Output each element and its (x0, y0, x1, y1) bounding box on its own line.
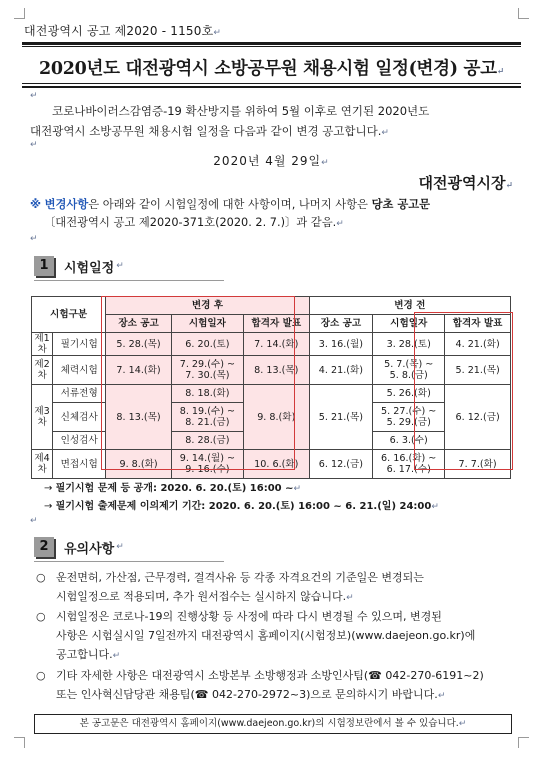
table-row: 신체검사 8. 19.(수) ~ 8. 21.(금) 5. 27.(수) ~ 5. 29.(금) (32, 403, 511, 432)
crop-mark (518, 737, 529, 748)
notice-date: 2020년 4월 29일↵ (213, 154, 330, 168)
section-heading-schedule: 1 시험일정 ↵ (34, 256, 124, 276)
paragraph-mark: ↵ (30, 516, 38, 526)
table-row: 제4차 면접시험 9. 8.(화) 9. 14.(월) ~ 9. 16.(수) 10. 6.(화) 6. 12.(금) 6. 16.(화) ~ 6. 17.(수) 7. 7.(화) (32, 450, 511, 479)
header-place: 장소 공고 (309, 315, 373, 333)
section-rule (34, 280, 224, 281)
title-rule (22, 83, 521, 84)
header-exam-date: 시험일자 (171, 315, 243, 333)
bullet-objection-period: → 필기시험 출제문제 이의제기 기간: 2020. 6. 20.(토) 16:00 ~ 6. 21.(일) 24:00↵ (44, 501, 439, 512)
organization: 대전광역시장↵ (418, 174, 513, 192)
section-number: 1 (34, 256, 54, 276)
table-row: 제3차 서류전형 8. 13.(목) 8. 18.(화) 9. 8.(화) 5. 21.(목) 5. 26.(화) 6. 12.(금) (32, 385, 511, 403)
section-title: 시험일정 (64, 260, 115, 276)
exam-schedule-table (31, 296, 511, 479)
list-item: ○ 기타 자세한 사항은 대전광역시 소방본부 소방행정과 소방인사팀(☎ 042-270-6191~2) 또는 인사혁신담당관 채용팀(☎ 042-270-2972~3)으로 문의하시기 바랍니다.↵ (36, 669, 484, 701)
section-rule (34, 561, 224, 562)
table-row: 제2차 체력시험 7. 14.(화) 7. 29.(수) ~ 7. 30.(목) 8. 13.(목) 4. 21.(화) 5. 7.(목) ~ 5. 8.(금) 5. 21.(목) (32, 356, 511, 385)
notice-number: 대전광역시 공고 제2020 - 1150호↵ (24, 24, 222, 38)
crop-mark (14, 737, 25, 748)
paragraph-mark: ↵ (30, 91, 38, 101)
crop-mark (518, 8, 529, 19)
header-before: 변경 전 (309, 297, 510, 315)
header-category: 시험구분 (32, 297, 106, 333)
bullet-answer-release: → 필기시험 문제 등 공개: 2020. 6. 20.(토) 16:00 ~↵ (44, 483, 302, 494)
table-row: 제1차 필기시험 5. 28.(목) 6. 20.(토) 7. 14.(화) 3. 16.(월) 3. 28.(토) 4. 21.(화) (32, 333, 511, 356)
title-rule (22, 42, 521, 45)
page-title: 2020년도 대전광역시 소방공무원 채용시험 일정(변경) 공고↵ (39, 59, 504, 79)
title-rule (22, 46, 521, 47)
header-after: 변경 후 (106, 297, 309, 315)
title-rule (22, 86, 521, 88)
crop-mark (14, 8, 25, 19)
header-exam-date: 시험일자 (373, 315, 445, 333)
list-item: ○ 시험일정은 코로나-19의 진행상황 등 사정에 따라 다시 변경될 수 있으며, 변경된 사항은 시험실시일 7일전까지 대전광역시 홈페이지(시험정보)(www.daejeon.go.kr)에 공고합니다.↵ (36, 610, 476, 661)
header-result: 합격자 발표 (445, 315, 511, 333)
footer-notice: 본 공고문은 대전광역시 홈페이지(www.daejeon.go.kr)의 시험정보란에서 볼 수 있습니다.↵ (34, 714, 512, 734)
intro-line-2: 대전광역시 소방공무원 채용시험 일정을 다음과 같이 변경 공고합니다.↵ (30, 124, 389, 138)
paragraph-mark: ↵ (30, 234, 38, 244)
section-number: 2 (34, 537, 54, 557)
change-note: ※ 변경사항은 아래와 같이 시험일정에 대한 사항이며, 나머지 사항은 당초 공고문 〔대전광역시 공고 제2020-371호(2020. 2. 7.)〕과 같음.↵ (30, 198, 431, 229)
paragraph-mark: ↵ (30, 140, 38, 150)
header-place: 장소 공고 (106, 315, 172, 333)
list-item: ○ 운전면허, 가산점, 근무경력, 결격사유 등 각종 자격요건의 기준일은 변경되는 시험일정으로 적용되며, 추가 원서접수는 실시하지 않습니다.↵ (36, 571, 424, 603)
table-row: 인성검사 8. 28.(금) 6. 3.(수) (32, 432, 511, 450)
section-heading-notes: 2 유의사항 ↵ (34, 537, 124, 557)
intro-line-1: 코로나바이러스감염증-19 확산방지를 위하여 5월 이후로 연기된 2020년도 (52, 104, 430, 118)
section-title: 유의사항 (64, 541, 115, 557)
header-result: 합격자 발표 (243, 315, 309, 333)
